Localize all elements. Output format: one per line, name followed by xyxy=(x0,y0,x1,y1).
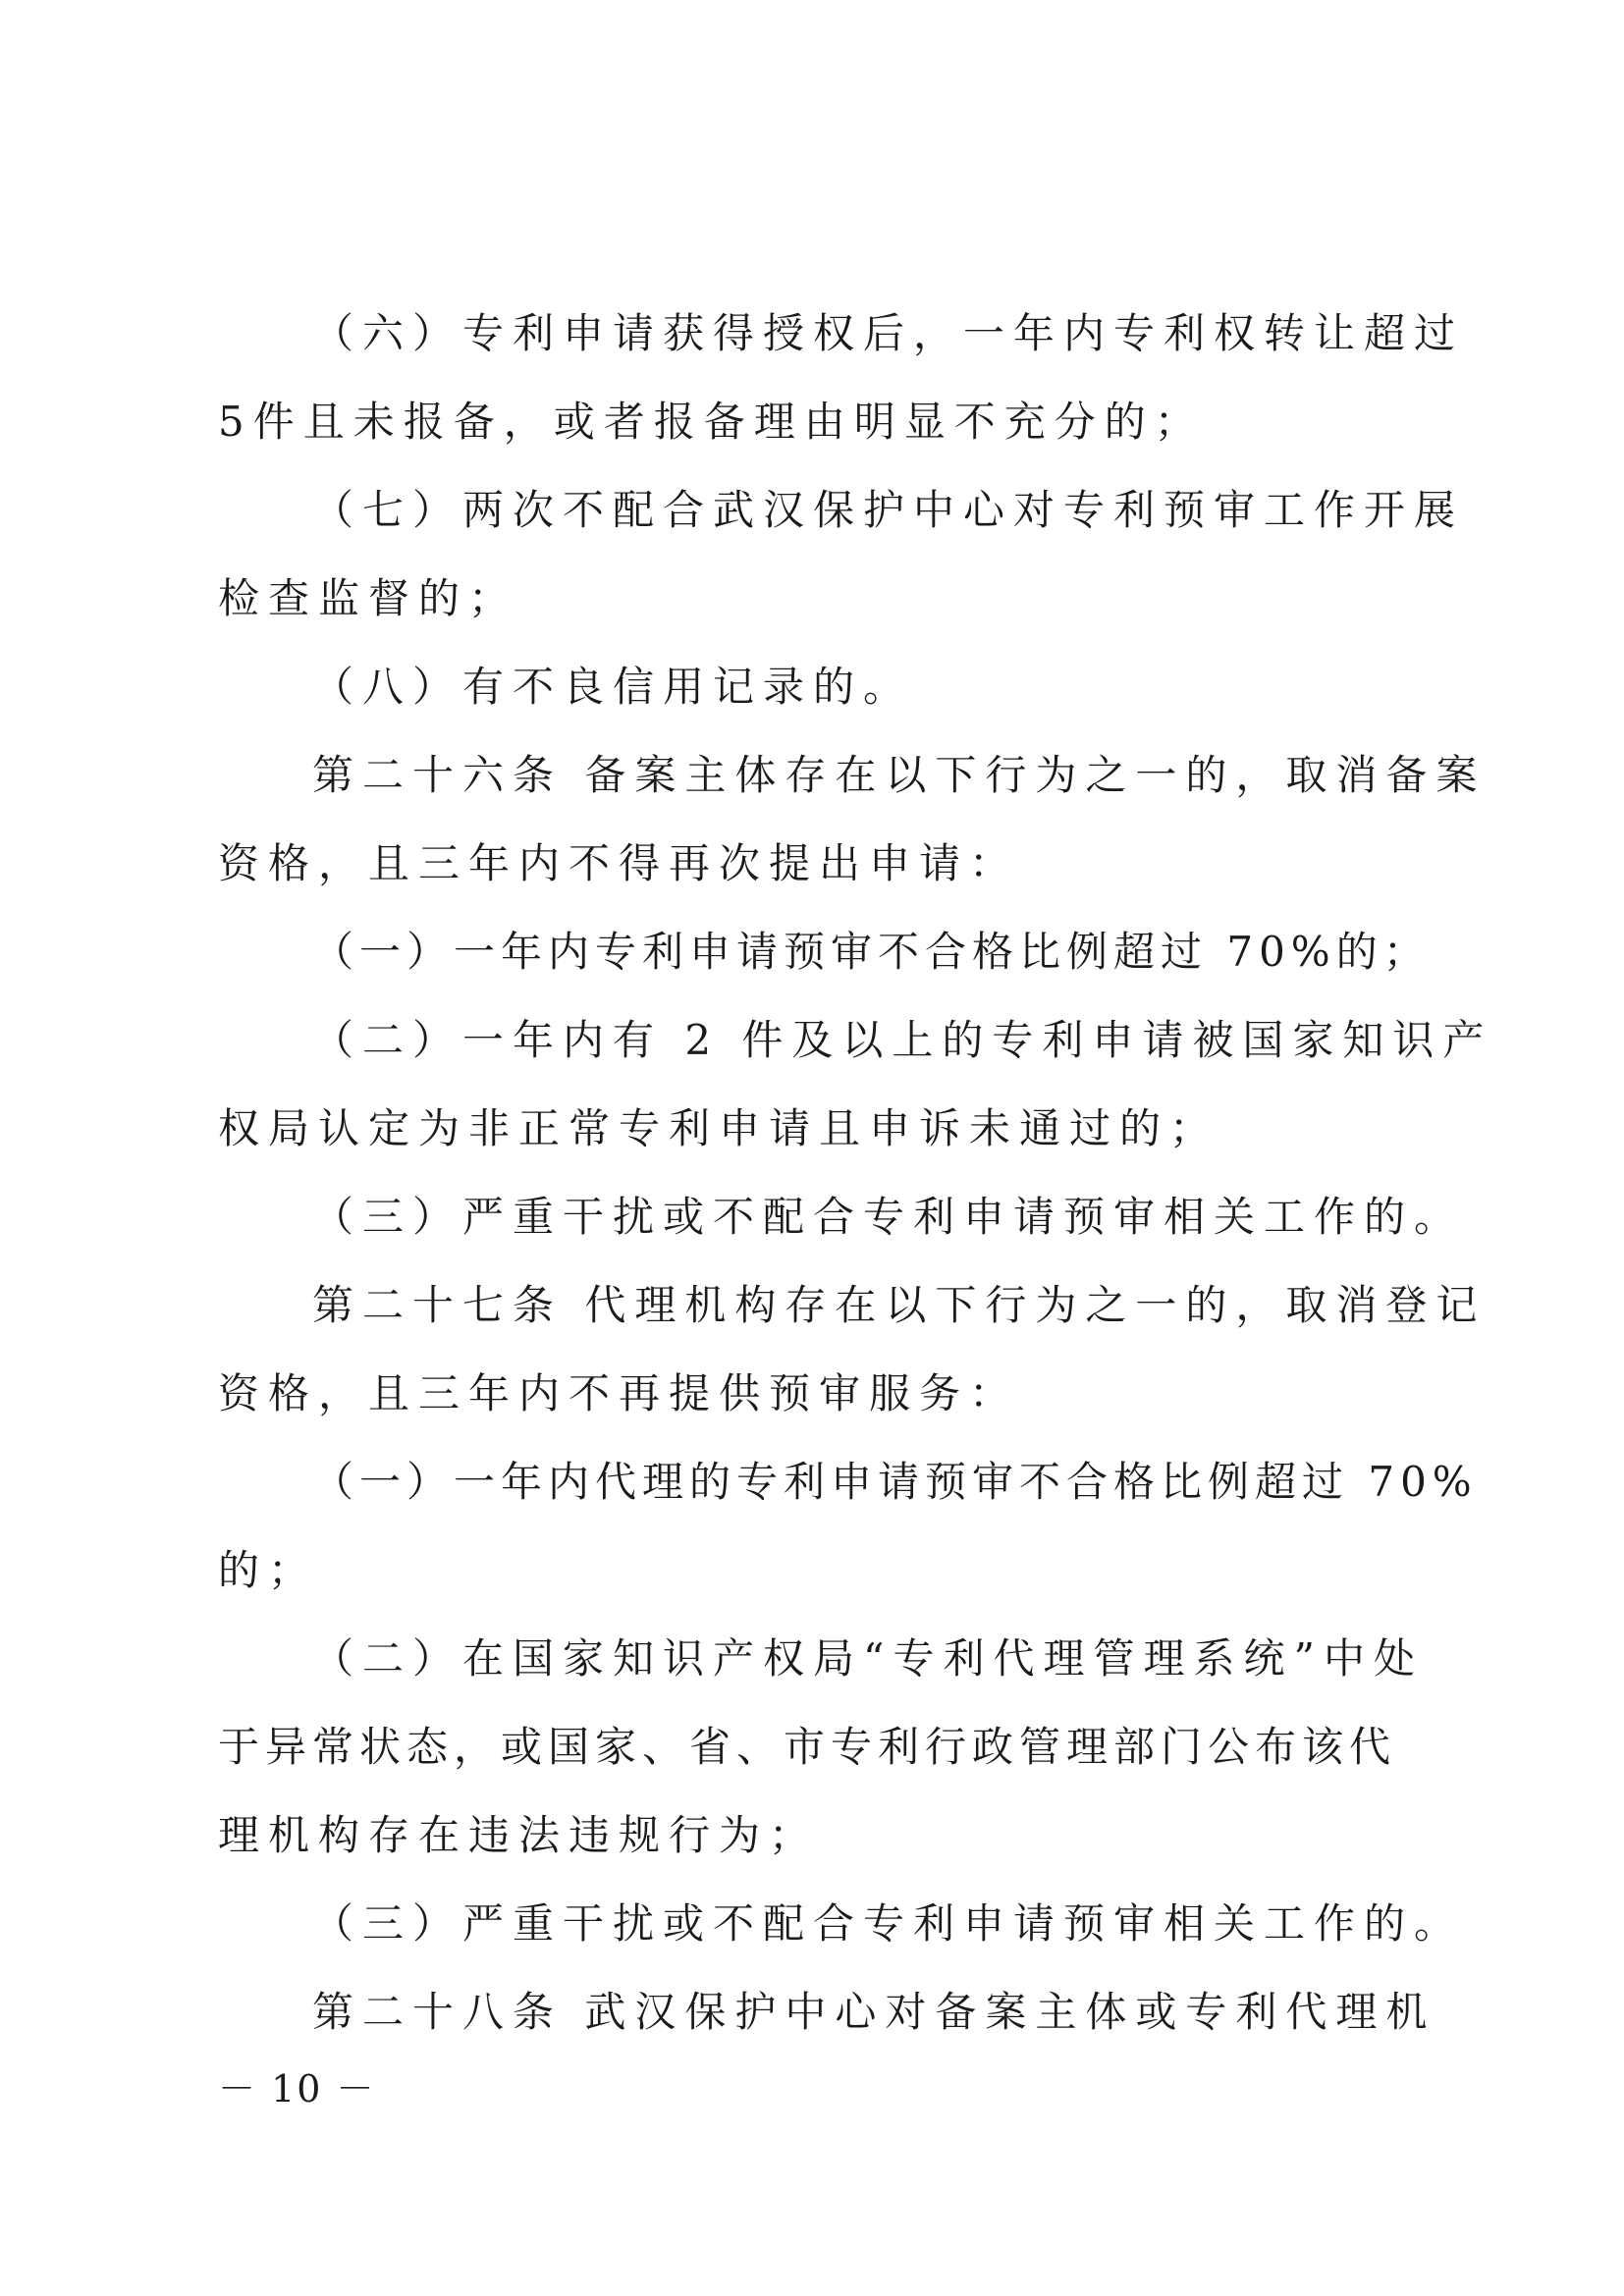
paragraph-line: 理机构存在违法违规行为； xyxy=(218,1811,820,1859)
paragraph-line: 5件且未报备，或者报备理由明显不充分的； xyxy=(218,398,1205,446)
paragraph-line: 的； xyxy=(218,1546,319,1594)
paragraph-line: （三）严重干扰或不配合专利申请预审相关工作的。 xyxy=(312,1899,1465,1948)
paragraph-line: （三）严重干扰或不配合专利申请预审相关工作的。 xyxy=(312,1193,1465,1241)
paragraph-line: （一）一年内专利申请预审不合格比例超过 70%的； xyxy=(312,928,1431,976)
paragraph-line: （二）一年内有 2 件及以上的专利申请被国家知识产 xyxy=(312,1016,1493,1064)
paragraph-line: 资格，且三年内不得再次提出申请： xyxy=(218,839,1020,887)
page-number: － 10 － xyxy=(218,2067,376,2110)
paragraph-line: （六）专利申请获得授权后，一年内专利权转让超过 xyxy=(312,309,1465,357)
article-heading-line: 第二十七条 代理机构存在以下行为之一的，取消登记 xyxy=(312,1281,1487,1329)
paragraph-line: 于异常状态，或国家、省、市专利行政管理部门公布该代 xyxy=(218,1723,1397,1771)
paragraph-line: （一）一年内代理的专利申请预审不合格比例超过 70% xyxy=(312,1458,1478,1506)
paragraph-line: （七）两次不配合武汉保护中心对专利预审工作开展 xyxy=(312,486,1465,534)
paragraph-line: 权局认定为非正常专利申请且申诉未通过的； xyxy=(218,1104,1220,1152)
paragraph-line: 检查监督的； xyxy=(218,574,519,622)
paragraph-line: 资格，且三年内不再提供预审服务： xyxy=(218,1369,1020,1417)
paragraph-line: （二）在国家知识产权局“专利代理管理系统”中处 xyxy=(312,1634,1424,1682)
article-heading-line: 第二十六条 备案主体存在以下行为之一的，取消备案 xyxy=(312,751,1487,799)
article-heading-line: 第二十八条 武汉保护中心对备案主体或专利代理机 xyxy=(312,1988,1436,2036)
paragraph-line: （八）有不良信用记录的。 xyxy=(312,663,914,711)
